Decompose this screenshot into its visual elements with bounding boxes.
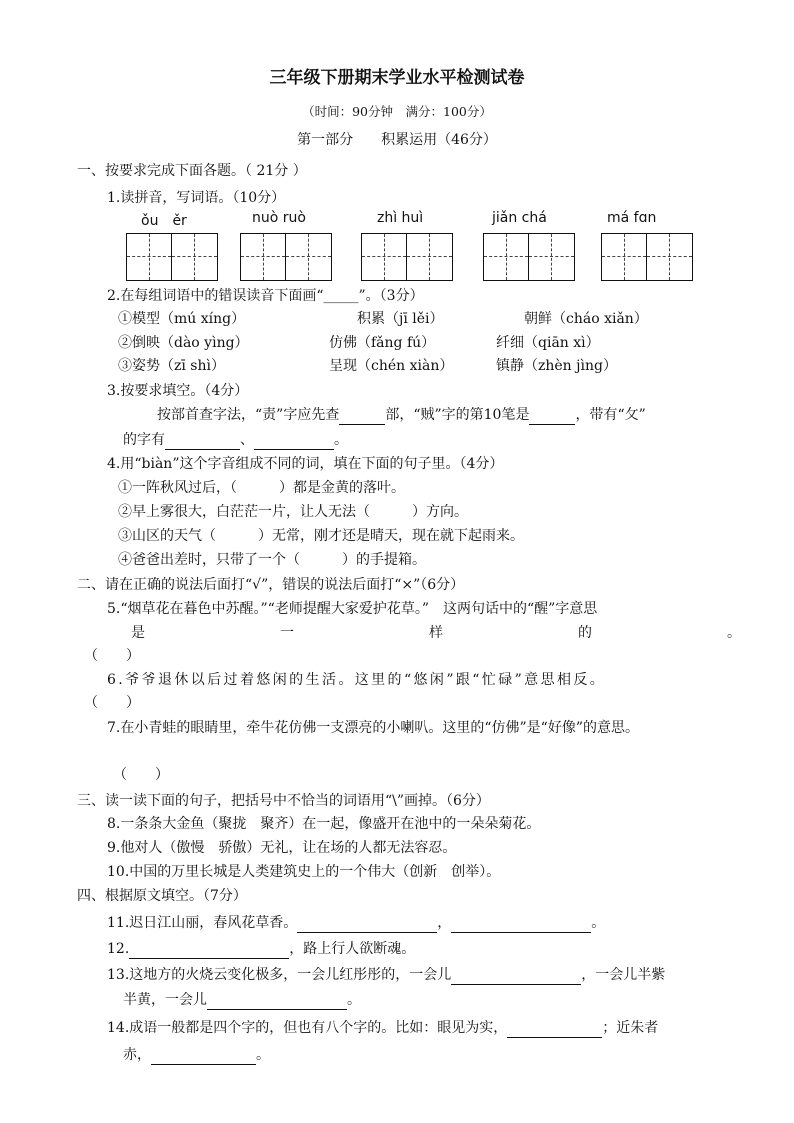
q4-item: ③山区的天气（ ）无常，刚才还是晴天，现在就下起雨来。 <box>118 528 524 544</box>
pinyin-5: má fɑn <box>607 210 657 226</box>
answer-blank[interactable] <box>507 1021 602 1038</box>
q2-item: 仿佛（fǎng fú） <box>329 335 436 351</box>
q2-item: ②倒映（dào yìng） <box>118 335 249 351</box>
answer-blank[interactable] <box>207 993 347 1010</box>
section-4-heading: 四、根据原文填空。（7分） <box>77 888 247 904</box>
answer-blank[interactable] <box>151 1048 256 1065</box>
q5-text: 5.“烟草花在暮色中苏醒。”“老师提醒大家爱护花草。” 这两句话中的“醒”字意思 <box>107 601 598 617</box>
answer-blank[interactable] <box>529 408 575 425</box>
part-heading: 第一部分 积累运用（46分） <box>297 132 497 148</box>
q14-line-2: 赤， 。 <box>123 1047 270 1063</box>
answer-blank[interactable] <box>129 942 289 959</box>
section-1-heading: 一、按要求完成下面各题。（ 21分 ） <box>77 163 307 179</box>
answer-blank[interactable] <box>339 408 385 425</box>
answer-parens[interactable]: （ ） <box>113 767 169 783</box>
q2-item: 朝鲜（cháo xiǎn） <box>524 311 648 327</box>
q2-item: 镇静（zhèn jìng） <box>496 358 617 374</box>
exam-info: （时间：90分钟 满分：100分） <box>302 104 492 119</box>
q2-item: 呈现（chén xiàn） <box>329 358 454 374</box>
q4-item: ④爸爸出差时，只带了一个（ ）的手提箱。 <box>118 552 426 568</box>
answer-blank[interactable] <box>297 916 437 933</box>
q2-item: 积累（jī lěi） <box>357 311 444 327</box>
writing-grid-5[interactable] <box>601 233 693 281</box>
q9-text: 9.他对人（傲慢 骄傲）无礼，让在场的人都无法容忍。 <box>107 840 457 856</box>
q2-item: ③姿势（zī shì） <box>118 358 225 374</box>
q12-line: 12. ，路上行人欲断魂。 <box>107 941 416 957</box>
q3-label: 3.按要求填空。（4分） <box>107 383 249 399</box>
q2-item: ①模型（mú xíng） <box>118 311 246 327</box>
q8-text: 8.一条条大金鱼（聚拢 聚齐）在一起，像盛开在池中的一朵朵菊花。 <box>107 816 541 832</box>
pinyin-1: ǒu ěr <box>141 213 187 229</box>
q13-line-2: 半黄，一会儿 。 <box>123 992 361 1008</box>
pinyin-2: nuò ruò <box>252 210 306 226</box>
page-title: 三年级下册期末学业水平检测试卷 <box>269 68 525 88</box>
answer-parens[interactable]: （ ） <box>84 648 140 664</box>
q3-line-2: 的字有 、 。 <box>123 432 348 448</box>
pinyin-3: zhì huì <box>377 210 424 226</box>
q4-label: 4.用“biàn”这个字音组成不同的词，填在下面的句子里。（4分） <box>107 456 504 472</box>
answer-blank[interactable] <box>451 968 581 985</box>
q3-line-1: 按部首查字法，“责”字应先查 部，“贼”字的第10笔是 ，带有“攵” <box>157 407 646 423</box>
section-2-heading: 二、请在正确的说法后面打“√”，错误的说法后面打“×”（6分） <box>77 577 465 593</box>
section-3-heading: 三、读一读下面的句子，把括号中不恰当的词语用“\”画掉。（6分） <box>77 793 490 809</box>
pinyin-4: jiǎn chá <box>492 210 547 226</box>
q4-item: ①一阵秋风过后，（ ）都是金黄的落叶。 <box>118 480 405 496</box>
q2-item: 纤细（qiān xì） <box>496 335 600 351</box>
answer-blank[interactable] <box>165 433 240 450</box>
q6-text: 6.爷爷退休以后过着悠闲的生活。这里的“悠闲”跟“忙碌”意思相反。 <box>107 672 607 688</box>
q1-label: 1.读拼音，写词语。（10分） <box>107 190 286 206</box>
answer-blank[interactable] <box>254 433 334 450</box>
q11-line: 11.迟日江山丽，春风花草香。 ， 。 <box>107 915 606 931</box>
q10-text: 10.中国的万里长城是人类建筑史上的一个伟大（创新 创举）。 <box>107 864 501 880</box>
answer-parens[interactable]: （ ） <box>84 695 140 711</box>
q13-line-1: 13.这地方的火烧云变化极多，一会儿红彤彤的，一会儿 ，一会儿半紫 <box>107 967 666 983</box>
q5-text-cont: 是 一 样 的 。 <box>131 625 741 641</box>
writing-grid-2[interactable] <box>240 233 332 281</box>
answer-blank[interactable] <box>451 916 591 933</box>
writing-grid-1[interactable] <box>126 233 218 281</box>
writing-grid-3[interactable] <box>361 233 453 281</box>
q2-label: 2.在每组词语中的错误读音下面画“_____”。（3分） <box>107 288 424 304</box>
q7-text: 7.在小青蛙的眼睛里，牵牛花仿佛一支漂亮的小喇叭。这里的“仿佛”是“好像”的意思。 <box>107 720 639 736</box>
q14-line-1: 14.成语一般都是四个字的，但也有八个字的。比如：眼见为实， ；近朱者 <box>107 1020 659 1036</box>
q4-item: ②早上雾很大，白茫茫一片，让人无法（ ）方向。 <box>118 504 468 520</box>
writing-grid-4[interactable] <box>483 233 575 281</box>
